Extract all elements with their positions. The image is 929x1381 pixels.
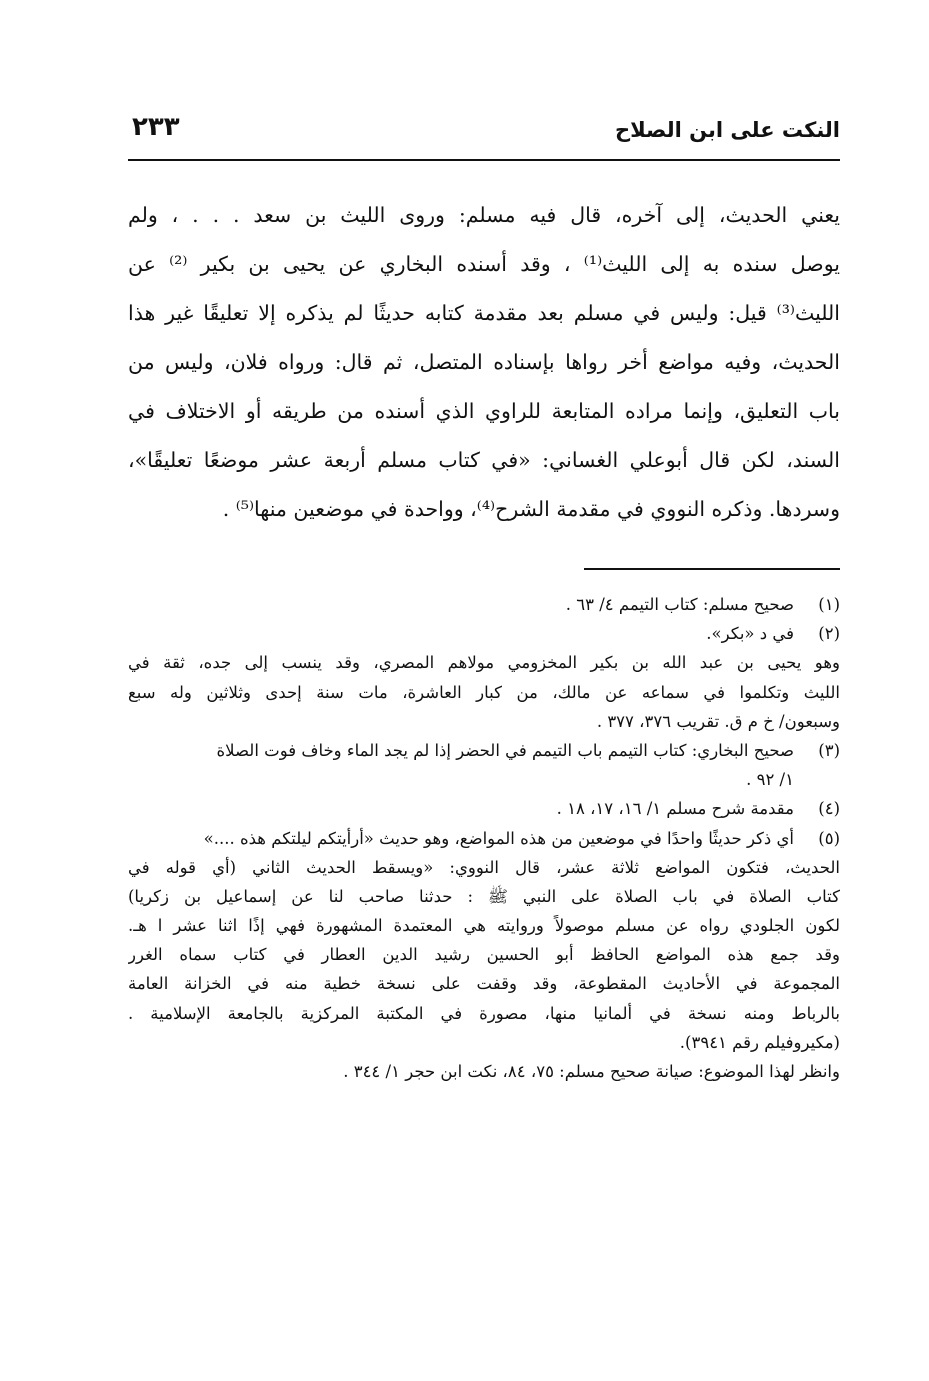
footnote-text: أي ذكر حديثًا واحدًا في موضعين من هذه المواضع، وهو حديث «أرأيتكم ليلتكم هذه ....» (203, 828, 794, 848)
footnotes (128, 590, 840, 1086)
text-line: باب التعليق، وإنما مراده المتابعة للراوي الذي أسنده من طريقه أو الاختلاف في (128, 399, 840, 423)
footnote-number: (٤) (818, 799, 840, 819)
text-line: السند، لكن قال أبوعلي الغساني: «في كتاب مسلم أربعة عشر موضعًا تعليقًا»، (128, 448, 840, 472)
footnote-text: صحيح مسلم: كتاب التيمم ٤/ ٦٣ . (565, 595, 794, 614)
running-title: النكت على ابن الصلاح (614, 118, 840, 142)
footnote-3-continuation: ١/ ٩٢ . (746, 770, 794, 790)
footnote-2-continuation: وسبعون/ خ م ق. تقريب ٣٧٦، ٣٧٧ . (596, 711, 840, 731)
footnote-4 (128, 794, 840, 823)
footnote-2-continuation: الليث وتكلموا في سماعه عن مالك، من كبار العاشرة، مات سنة إحدى وثلاثين وله سبع (128, 682, 840, 702)
footnote-5-continuation: الحديث، فتكون المواضع ثلاثة عشر، قال النووي: «ويسقط الحديث الثاني (أي قوله في (128, 857, 840, 877)
header-divider (128, 159, 840, 161)
text-line: الليث⁽³⁾ قيل: وليس في مسلم بعد مقدمة كتابه حديثًا لم يذكره إلا تعليقًا غير هذا (128, 301, 840, 325)
footnote-5-continuation: وانظر لهذا الموضوع: صيانة صحيح مسلم: ٧٥، ٨٤، نكت ابن حجر ١/ ٣٤٤ . (343, 1062, 840, 1081)
footnote-5-continuation: بالرباط ومنه نسخة في ألمانيا منها، مصورة في المكتبة المركزية بالجامعة الإسلامية . (128, 1003, 840, 1023)
running-header (128, 108, 840, 154)
footnote-5-continuation: المجموعة في الأحاديث المقطوعة، وقد وقفت على نسخة خطية منه في الخزانة العامة (128, 974, 840, 994)
footnote-3 (128, 736, 840, 765)
footnote-separator (584, 568, 840, 570)
page-number: ٢٣٣ (132, 112, 180, 142)
footnote-2 (128, 619, 840, 648)
footnote-number: (١) (818, 595, 840, 614)
footnote-2-continuation: وهو يحيى بن عبد الله بن بكير المخزومي مولاهم المصري، وقد ينسب إلى جده، ثقة في (128, 653, 840, 673)
footnote-text: صحيح البخاري: كتاب التيمم باب التيمم في الحضر إذا لم يجد الماء وخاف فوت الصلاة (216, 740, 794, 760)
text-line: وسردها. وذكره النووي في مقدمة الشرح⁽⁴⁾، وواحدة في موضعين منها⁽⁵⁾ . (222, 497, 840, 521)
text-line: يعني الحديث، إلى آخره، قال فيه مسلم: وروى الليث بن سعد . . . ، ولم (128, 203, 840, 227)
footnote-5-continuation: كتاب الصلاة في باب الصلاة على النبي ﷺ : حدثنا صاحب لنا عن إسماعيل بن زكريا) (128, 886, 840, 906)
main-text (128, 191, 840, 534)
footnote-1 (128, 590, 840, 619)
footnote-number: (٣) (818, 740, 840, 760)
footnote-number: (٢) (818, 624, 840, 644)
footnote-5-continuation: لكون الجلودي رواه عن مسلم موصولاً وروايته هي المعتمدة المشهورة فهي إذًا اثنا عشر ا هـ. (128, 916, 840, 936)
footnote-5-continuation: وقد جمع هذه المواضع الحافظ أبو الحسين رشيد الدين العطار في كتاب سماه الغرر (128, 945, 840, 965)
footnote-5 (128, 824, 840, 853)
footnote-text: مقدمة شرح مسلم ١/ ١٦، ١٧، ١٨ . (556, 799, 794, 819)
footnote-text: في د «بكر». (706, 624, 794, 644)
footnote-5-continuation: (مكيروفيلم رقم ٣٩٤١). (679, 1032, 840, 1052)
text-line: الحديث، وفيه مواضع أخر رواها بإسناده المتصل، ثم قال: ورواه فلان، وليس من (128, 350, 840, 374)
footnote-number: (٥) (818, 828, 840, 848)
text-line: يوصل سنده به إلى الليث⁽¹⁾ ، وقد أسنده البخاري عن يحيى بن بكير ⁽²⁾ عن (128, 252, 840, 276)
